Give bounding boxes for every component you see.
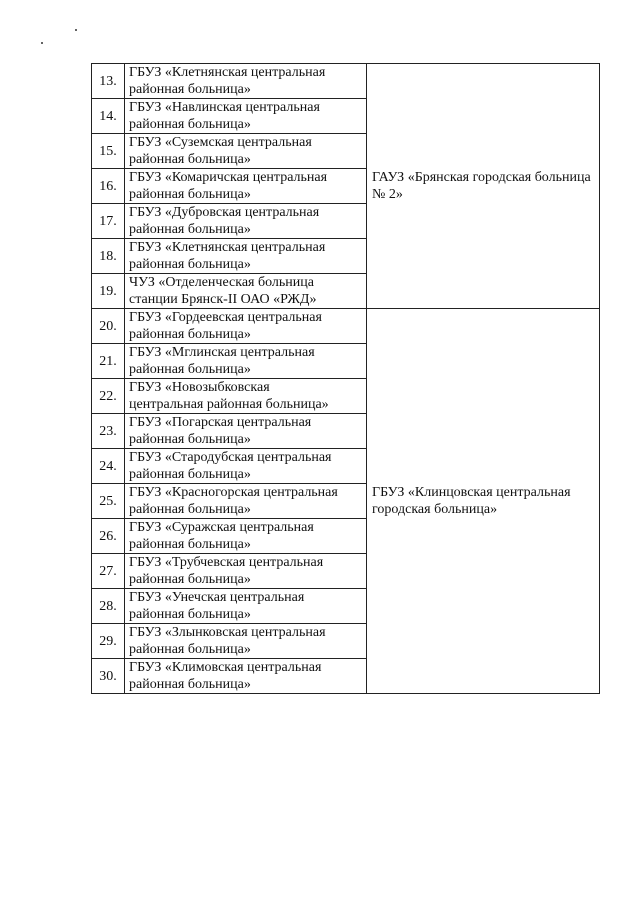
facility-name-line: районная больница» xyxy=(129,642,251,657)
facility-name-line: районная больница» xyxy=(129,362,251,377)
facility-name xyxy=(125,449,367,484)
row-number: 19. xyxy=(92,274,125,309)
facility-name xyxy=(125,589,367,624)
facility-name-line: районная больница» xyxy=(129,222,251,237)
facility-name-line: ГБУЗ «Трубчевская центральная xyxy=(129,555,324,570)
facility-name-line: ГБУЗ «Дубровская центральная xyxy=(129,205,320,220)
assigned-hospital-group-2: ГБУЗ «Клинцовская центральная городская больница» xyxy=(367,309,600,694)
facility-name xyxy=(125,134,367,169)
row-number: 15. xyxy=(92,134,125,169)
row-number: 17. xyxy=(92,204,125,239)
facility-name-line: ГБУЗ «Злынковская центральная xyxy=(129,625,326,640)
row-number: 25. xyxy=(92,484,125,519)
facility-name-line: ГБУЗ «Гордеевская центральная xyxy=(129,310,322,325)
facility-name-line: районная больница» xyxy=(129,432,251,447)
facility-name xyxy=(125,624,367,659)
facility-name-line: районная больница» xyxy=(129,117,251,132)
facility-name-line: районная больница» xyxy=(129,467,251,482)
row-number: 30. xyxy=(92,659,125,694)
row-number: 28. xyxy=(92,589,125,624)
assigned-hospital-group-1: ГАУЗ «Брянская городская больница № 2» xyxy=(367,64,600,309)
facility-name-line: районная больница» xyxy=(129,152,251,167)
row-number: 27. xyxy=(92,554,125,589)
row-number: 23. xyxy=(92,414,125,449)
facility-name-line: районная больница» xyxy=(129,257,251,272)
facility-name-line: районная больница» xyxy=(129,82,251,97)
facility-name-line: ГБУЗ «Комаричская центральная xyxy=(129,170,328,185)
facility-name-line: районная больница» xyxy=(129,572,251,587)
facility-name xyxy=(125,274,367,309)
facility-name xyxy=(125,344,367,379)
facility-name-line: ГБУЗ «Стародубская центральная xyxy=(129,450,332,465)
facility-name xyxy=(125,64,367,99)
facility-name-line: ГБУЗ «Клетнянская центральная xyxy=(129,240,326,255)
row-number: 29. xyxy=(92,624,125,659)
facility-name-line: ГБУЗ «Климовская центральная xyxy=(129,660,322,675)
row-number: 14. xyxy=(92,99,125,134)
facility-name-line: ГБУЗ «Красногорская центральная xyxy=(129,485,338,500)
facility-name-line: районная больница» xyxy=(129,502,251,517)
facility-name xyxy=(125,484,367,519)
row-number: 18. xyxy=(92,239,125,274)
facility-name-line: ГБУЗ «Суражская центральная xyxy=(129,520,314,535)
scan-speck-1 xyxy=(41,42,43,44)
row-number: 22. xyxy=(92,379,125,414)
facility-name xyxy=(125,169,367,204)
facility-name-line: ЧУЗ «Отделенческая больница xyxy=(129,275,314,290)
facility-name-line: районная больница» xyxy=(129,327,251,342)
facility-name xyxy=(125,239,367,274)
facility-name xyxy=(125,519,367,554)
facility-name-line: ГБУЗ «Новозыбковская xyxy=(129,380,270,395)
facility-name xyxy=(125,659,367,694)
facility-name-line: ГБУЗ «Суземская центральная xyxy=(129,135,312,150)
facility-name-line: ГБУЗ «Унечская центральная xyxy=(129,590,305,605)
facility-name xyxy=(125,554,367,589)
table-row xyxy=(92,64,600,99)
facility-name xyxy=(125,379,367,414)
facility-name xyxy=(125,414,367,449)
row-number: 13. xyxy=(92,64,125,99)
row-number: 26. xyxy=(92,519,125,554)
facility-name-line: районная больница» xyxy=(129,537,251,552)
facility-name xyxy=(125,204,367,239)
facility-name-line: центральная районная больница» xyxy=(129,397,329,412)
row-number: 21. xyxy=(92,344,125,379)
facility-name-line: ГБУЗ «Погарская центральная xyxy=(129,415,312,430)
facility-name-line: районная больница» xyxy=(129,677,251,692)
facility-name-line: станции Брянск-II ОАО «РЖД» xyxy=(129,292,317,307)
facility-name-line: районная больница» xyxy=(129,607,251,622)
hospital-assignment-table xyxy=(91,63,600,694)
row-number: 20. xyxy=(92,309,125,344)
table-row xyxy=(92,309,600,344)
row-number: 16. xyxy=(92,169,125,204)
facility-name-line: районная больница» xyxy=(129,187,251,202)
facility-name xyxy=(125,309,367,344)
facility-name xyxy=(125,99,367,134)
facility-name-line: ГБУЗ «Клетнянская центральная xyxy=(129,65,326,80)
row-number: 24. xyxy=(92,449,125,484)
facility-name-line: ГБУЗ «Мглинская центральная xyxy=(129,345,315,360)
facility-name-line: ГБУЗ «Навлинская центральная xyxy=(129,100,320,115)
scan-speck-2 xyxy=(75,29,77,31)
